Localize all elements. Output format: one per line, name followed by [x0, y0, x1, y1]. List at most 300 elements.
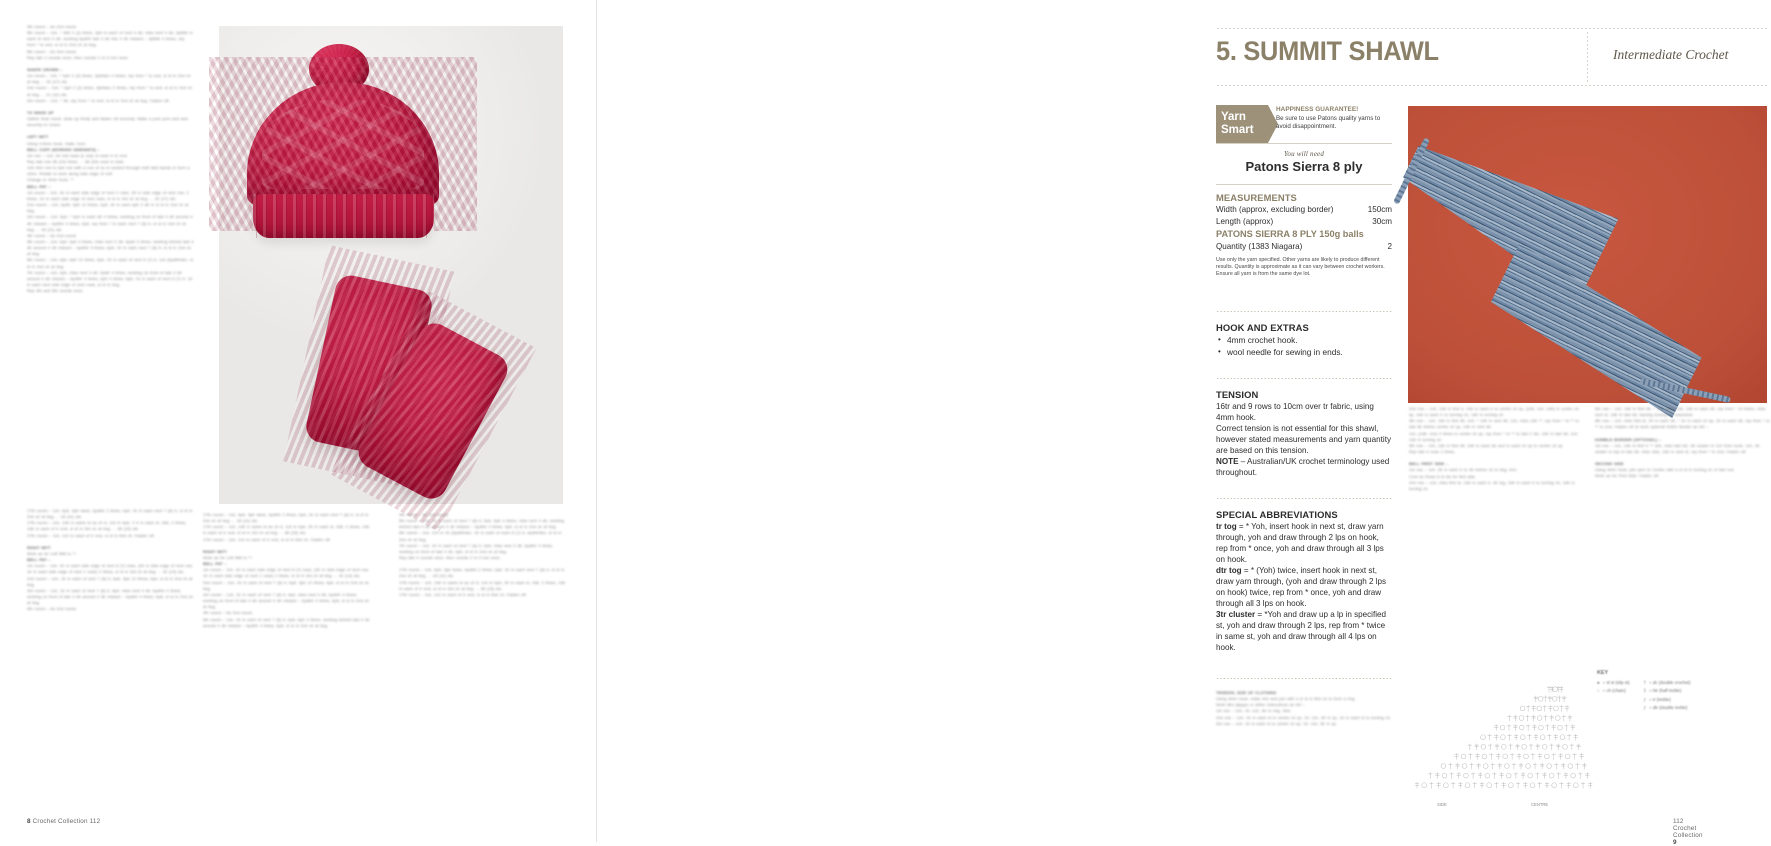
chart-key-row — [1644, 696, 1691, 704]
body-paragraph: 1st row – 1ch, 1tr, 1ch, 4tr in ring, 3sts. — [1216, 708, 1292, 714]
right-page-number: 9 — [1673, 839, 1677, 846]
chart-stitch-symbol — [1555, 716, 1560, 721]
chart-stitch-symbol — [1525, 715, 1529, 721]
chart-key-label: = dtr (double treble) — [1649, 705, 1688, 711]
chart-key-columns — [1597, 679, 1769, 713]
chart-stitch-symbol — [1515, 744, 1519, 750]
chart-stitch-symbol — [1461, 754, 1466, 759]
chart-stitch-symbol — [1523, 782, 1527, 788]
body-paragraph: 2nd row – 1ch, 1tr in each st to centre ch sp, 1tr, 1ch, 3tr in sp, 1tr in each st to turning ch. — [1216, 714, 1392, 720]
chart-stitch-symbol — [1501, 744, 1506, 749]
body-paragraph: 2nd round – 1ch, * bptr 2 (2) times, 3ptrtdec 2 times, rep from * to end, sl st in 2nd ch at beg … 21 (11) sts. — [27, 85, 193, 97]
chart-stitch-symbol — [1566, 782, 1570, 788]
chart-stitch-symbol — [1526, 705, 1530, 711]
chart-stitch-symbol — [1547, 764, 1552, 769]
stitch-chart — [1409, 668, 1599, 810]
left-column-1-lower-text — [27, 508, 194, 613]
body-paragraph: 17th round – 1ch, 1ch to each of tr end, sl st in first ch. Fasten off. — [203, 536, 331, 542]
tension-line-2: Correct tension is not essential for this shawl, however stated measurements and yarn quantity are based on this tension. — [1216, 424, 1392, 455]
chart-stitch-symbol — [1561, 763, 1565, 769]
chart-key-row — [1644, 704, 1691, 712]
chart-stitch-symbol — [1465, 783, 1470, 788]
right-column-3-text — [1595, 406, 1771, 480]
body-paragraph: RIGHT MITT — [27, 544, 51, 550]
chart-stitch-symbol — [1448, 763, 1452, 769]
chart-stitch-symbol — [1514, 772, 1518, 778]
chart-stitch-symbol — [1582, 763, 1586, 769]
chart-stitch-symbol — [1462, 764, 1467, 769]
body-paragraph: 5th round – 1ch, bptr, bptr 4 times, miss next 4 dtr, bpdtr 4 times, working behind last 4 dtr around 4 dtr missed – bpdtrtr 4 times, bptr, 1tr in each next 7 (6) tr, sl st in 2nd ch at beg. — [27, 239, 194, 257]
quantity-label: Quantity (1383 Niagara) — [1216, 242, 1303, 252]
body-paragraph: 5th round – 1ch, * 3dtr 2 (2) times, 3ptr in each of next 4 dtr, miss next 4 dtr, 3ptfdtr in each of next 4 dtr, working bpdtrtr last 4 dtr into 4 dtr missed – 3ptfdtr 4 times, rep from * to end, sl st in 2nd ch at beg. — [27, 30, 193, 48]
chart-key — [1597, 670, 1769, 780]
quantity-value: 2 — [1387, 242, 1392, 252]
measurements-rows — [1216, 204, 1392, 228]
chart-stitch-symbol — [1543, 705, 1547, 711]
body-paragraph: 1st round – 1ch, 1tr in each side edge of next 8 (7) rows, (2tr in side edge of next row, 1tr in each side edge of next 1 rows) 2 times, sl st in 3rd ch at beg … 32 (14) sts. — [27, 563, 193, 575]
tension-note-body: – Australian/UK crochet terminology used throughout. — [1216, 457, 1390, 477]
body-paragraph: 17th round – 1ch, 1dtr in same st as ch 6, 1ch in bptr, 2tr in each st, 2dtr, 2 times, 1dtr in each of tr end, sl st in 3rd ch at beg … 38 (15) sts. — [399, 579, 566, 591]
chart-stitch-symbol — [1508, 783, 1513, 788]
chart-stitch-symbol — [1435, 772, 1439, 778]
yarn-smart-text — [1276, 106, 1394, 132]
body-paragraph: Work as for Left Mitt to **. — [203, 554, 253, 560]
chart-stitch-symbol — [1483, 764, 1488, 769]
chart-stitch-symbol — [1552, 783, 1557, 788]
body-paragraph: 2nd round – 1ch, bpdtr, bptr 12 times, bptr, 1tr in each sptr 3 dtr in sl st in 2nd ch at beg. — [27, 202, 189, 214]
body-paragraph: Rep last 4 rounds once, then rounds 2 to 5 incl once. — [27, 54, 129, 60]
body-paragraph: 4th round – As 2nd round. — [27, 232, 77, 238]
beanie-crown — [247, 82, 439, 206]
measurement-value: 150cm — [1367, 205, 1392, 214]
measurements-heading: MEASUREMENTS — [1216, 192, 1297, 203]
body-paragraph: 5th round – 1ch, 1tr in each of next 7 (6) tr, bptr, bptr 4 times, miss next 4 dtr, working behind last 4 dtr around 4 dtr missed – bpdtrtr 4 times, bptr, sl st in 2nd ch at beg. — [399, 518, 565, 530]
right-column-2-text — [1409, 406, 1585, 492]
chart-stitch-symbol — [1588, 782, 1592, 788]
body-paragraph: Using 4mm hook, make 4ch and join with a sl st in first ch to form a ring. — [1216, 696, 1356, 702]
chart-key-label: = sl st (slip st) — [1602, 680, 1630, 685]
divider-above-tension — [1216, 378, 1392, 379]
chart-key-row — [1597, 679, 1630, 687]
chart-stitch-symbol — [1564, 724, 1568, 730]
body-paragraph: 4th round – As 2nd round. — [399, 512, 449, 517]
chart-key-label: = tr (treble) — [1649, 696, 1671, 702]
chart-stitch-symbol — [1507, 734, 1511, 740]
chart-stitch-symbol — [1552, 753, 1556, 759]
right-column-1-text — [1216, 690, 1392, 727]
chart-stitch-symbol — [1552, 696, 1557, 701]
body-paragraph: 17th round – 1ch, bptr, 3ptr twice, bpdtrtr 2 times, bptr, 1tr in each next 7 (6) tr, sl st in 2nd ch at beg … 18 (11) sts. — [27, 508, 193, 520]
chart-stitch-symbol — [1415, 782, 1419, 788]
chart-key-column-2 — [1644, 679, 1691, 713]
body-paragraph: 3rd row – 1ch, 1tr in each st to centre ch sp, 1tr, 1ch, 3tr in sp. — [1216, 720, 1337, 726]
chart-stitch-symbol — [1443, 783, 1448, 788]
chart-stitch-symbol — [1537, 716, 1542, 721]
chart-stitch-symbol — [1538, 753, 1542, 759]
yarn-smart-tag — [1216, 105, 1268, 143]
chart-stitch-symbol — [1428, 772, 1432, 778]
body-paragraph: 7th round – 1ch, bptr, miss next 4 dtr, bpdtr 4 times, working on front of last 4 dtr around 4 dtr missed – bpdtrtr 4 times, bptr 4 times, bptr, 1tr in each of next 6 (7) tr, 1tr in each next side edge of next rows, sl st in beg. — [27, 269, 193, 288]
body-paragraph: 1st row – 1ch, 3tr in each tr to 3tr before ch in beg, turn. — [1409, 467, 1518, 473]
chart-stitch-symbol — [1481, 735, 1486, 740]
body-paragraph: TO MAKE UP — [27, 109, 54, 115]
body-paragraph: 3rd round – 1ch, 1tr in each of next 7 (6) tr, bptr, miss next 4 dtr, bpdtrtr 4 times, working on front of last 4 dtr around 4 dtr missed – bpdtrtr 4 times, bptr, sl st in 2nd ch at beg. — [27, 587, 193, 606]
chart-stitch-symbol — [1521, 772, 1525, 778]
chart-stitch-symbol — [1516, 782, 1520, 788]
tension-heading: TENSION — [1216, 389, 1259, 400]
chart-stitch-symbol — [1579, 753, 1583, 759]
chart-stitch-symbol — [1489, 753, 1493, 759]
chart-stitch-symbol — [1550, 715, 1554, 721]
chart-stitch-symbol — [1568, 715, 1572, 721]
chart-stitch-symbol — [1585, 772, 1589, 778]
body-paragraph: 8th row – 1ch, miss first st, 1tr in each dtr, * 1tr in each ch sp, 1tr in each dtr, rep from * to ** to end, Fasten off at work optional 9rdtrtr Border as foll – — [1595, 418, 1770, 430]
body-paragraph: Rep last row 36 (14) times … 38 (20) rows in total. — [27, 158, 125, 164]
chart-stitch-symbol — [1529, 744, 1533, 750]
chart-stitch-symbol — [1471, 772, 1475, 778]
measurement-label: Length (approx) — [1216, 217, 1274, 227]
chart-stitch-symbol — [1571, 724, 1575, 730]
body-paragraph: 7th round – 1ch, 1tr in each of next 7 (6) tr, bptr, miss next 4 dtr, bpdtrtr 4 times, working on front of last 4 dtr, bptr, sl st in 2nd ch at beg. — [399, 542, 554, 554]
left-page-number: 8 — [27, 818, 31, 825]
chart-key-label: = dc (double crochet) — [1649, 680, 1691, 685]
body-paragraph: 4th round – As 2nd round. — [27, 606, 77, 612]
chart-stitch-symbol — [1502, 782, 1506, 788]
hook-and-extras-heading: HOOK AND EXTRAS — [1216, 322, 1309, 333]
chart-key-symbol: ƒ — [1643, 696, 1647, 702]
measurement-row — [1216, 216, 1392, 228]
chart-stitch-symbol — [1575, 763, 1579, 769]
chart-stitch-symbol — [1524, 754, 1529, 759]
divider-above-abbreviations — [1216, 498, 1392, 499]
chart-stitch-symbol — [1422, 783, 1427, 788]
title-bottom-dotted-rule — [1216, 85, 1768, 86]
chart-stitch-symbol — [1544, 715, 1548, 721]
chart-stitch-symbol — [1473, 782, 1477, 788]
shawl-illustration — [1426, 120, 1756, 394]
abbreviation-definition: = * (Yoh) twice, insert hook in next st, draw yarn through, (yoh and draw through 2 lps on hook) twice, rep from * once, yoh and draw through all 3 lps on hook. — [1216, 566, 1387, 608]
chart-stitch-symbol — [1558, 725, 1563, 730]
body-paragraph: 2nd round – 1ch, 1tr in each of next 7 (6) tr, bptr, 3ptr 12 times, bptr, sl st in 2nd ch at beg. — [27, 575, 193, 587]
chart-stitch-symbol — [1559, 705, 1563, 711]
chart-stitch-symbol — [1492, 772, 1496, 778]
body-paragraph: BELL CUFF (WORKED SIDEWAYS) – — [27, 146, 100, 152]
yarn-smart-body: Be sure to use Patons quality yarns to avoid disappointment. — [1276, 114, 1381, 131]
chart-stitch-symbol — [1542, 772, 1546, 778]
body-paragraph: Work as for First Side. Fasten off. — [1595, 473, 1660, 479]
body-paragraph: TENSION, SIZE OF CLOTHING — [1216, 690, 1277, 695]
abbreviation-definition: = * Yoh, insert hook in next st, draw yarn through, yoh and draw through 2 lps on hook, rep from * once, yoh and draw through all 3 lps on hook. — [1216, 522, 1384, 564]
you-will-need-label: You will need — [1283, 150, 1325, 158]
body-paragraph: 17th round – 1ch, 1ch to each of tr end, sl st in first ch. Fasten off. — [399, 591, 527, 597]
body-paragraph: Work 6trs (8ppps or either instructions as foll – — [1216, 702, 1305, 708]
quantity-row — [1216, 241, 1392, 253]
chart-label-side: SIDE — [1437, 802, 1447, 807]
yarn-smart-tag-line2: Smart — [1221, 123, 1254, 136]
chart-stitch-symbol — [1519, 716, 1524, 721]
chart-stitch-symbol — [1526, 724, 1530, 730]
chart-stitch-symbol — [1500, 725, 1505, 730]
chart-stitch-symbol — [1455, 763, 1459, 769]
body-paragraph: 6th round – As 2nd round. — [27, 48, 77, 54]
chart-stitch-symbol — [1512, 763, 1516, 769]
body-paragraph: 3rd round – 1ch, bptr, * bptr in each dtr 4 times, working on front of last 4 dtr around 4 dtr missed – bpdtrtr 4 times, bptr, rep from * to each next 7 (6) tr, sl st in 2nd ch at beg … 16 (11) sts. — [27, 214, 193, 232]
chart-stitch-symbol — [1572, 753, 1576, 759]
left-column-2-text — [203, 512, 370, 629]
chart-stitch-symbol — [1537, 706, 1542, 711]
chart-key-column-1 — [1597, 679, 1630, 713]
chart-stitch-symbol — [1464, 773, 1469, 778]
body-paragraph: Work as for Left Mitt to **. — [27, 550, 77, 556]
body-paragraph: 6th round – 1ch, 1ch in 1tr (bpdtrtrdec, 1tr in each of each 8 (7) tr, bpdtrtrdec, sl st in 2nd ch at beg. — [399, 530, 562, 542]
chart-stitch-symbol — [1532, 724, 1536, 730]
measurements-block — [1216, 192, 1392, 278]
chart-stitch-symbol — [1573, 783, 1578, 788]
chart-stitch-symbol — [1532, 705, 1536, 711]
body-paragraph: BELL FIRST SIDE – — [1409, 461, 1449, 467]
left-page-footer — [27, 818, 100, 825]
chart-stitch-symbol — [1562, 715, 1566, 721]
body-paragraph: 4th row – 1ch, 1dtr in first dtr, 1ch, * 1dtr in next dtr, 1ch, miss 1dtr **, rep from * to ** to last dtr before centre ch sp, 1dtr in next dtr. — [1409, 418, 1579, 430]
chart-stitch-symbol — [1562, 696, 1566, 702]
chart-stitch-symbol — [1564, 772, 1568, 778]
abbreviation-term: tr tog — [1216, 522, 1237, 531]
chart-stitch-symbol — [1441, 764, 1446, 769]
chart-stitch-symbol — [1494, 782, 1498, 788]
chart-stitch-symbol — [1487, 783, 1492, 788]
chart-stitch-symbol — [1554, 706, 1559, 711]
body-paragraph: SHAPE CROWN – — [27, 66, 63, 72]
chart-stitch-symbol — [1557, 696, 1561, 702]
right-page-footer — [1673, 818, 1703, 846]
chart-stitch-symbol — [1554, 734, 1558, 740]
left-column-1-text — [27, 24, 194, 294]
body-paragraph: 17th round – 1ch, bptr, 3ptr twice, bpdtrtr 2 times, bptr, 1tr in each next 7 (6) tr, sl st in 2nd ch at beg … 18 (11) sts. — [399, 567, 565, 579]
body-paragraph: Rep 4th and 5th rounds once. — [27, 288, 84, 294]
chart-stitch-symbol — [1571, 773, 1576, 778]
yarn-smart-rule — [1216, 143, 1392, 144]
chart-stitch-symbol — [1475, 744, 1479, 750]
chart-stitch-symbol — [1482, 754, 1487, 759]
yarn-smart-box — [1216, 105, 1392, 143]
abbreviation-term: 3tr cluster — [1216, 610, 1256, 619]
chart-stitch-symbol — [1528, 773, 1533, 778]
body-paragraph: 3rd round – 1ch, * dtr, rep from * to end, sl st in 2nd ch at beg. Fasten off. — [27, 97, 170, 103]
right-page — [597, 0, 1770, 846]
chart-stitch-symbol — [1542, 744, 1547, 749]
chart-stitch-symbol — [1530, 783, 1535, 788]
chart-stitch-symbol — [1522, 744, 1527, 749]
right-footer-title: 112 Crochet Collection — [1673, 818, 1703, 839]
body-paragraph: 6th row – 1ch, 1dtr in first dtr, * 1ch, miss 1dtr, 1dtr in each dtr, rep from * 10 times, miss next st, 1dtr in last dtr, leaving turning ch unworked. — [1595, 406, 1766, 418]
chart-stitch-symbol — [1563, 744, 1568, 749]
body-paragraph: Change to 4mm hook. ** — [27, 177, 74, 183]
abbreviation-definition: = *Yoh and draw up a lp in specified st, yoh and draw through 2 lps, rep from * twice in same st, yoh and draw through all 4 lps on hook. — [1216, 610, 1387, 652]
body-paragraph: 1st round – 1ch, * bptr 2 (2) times, 3ptrtdec 4 times, rep from * to end, sl st in 2nd ch at beg … 32 (17) sts. — [27, 73, 191, 85]
chart-stitch-symbol — [1475, 753, 1479, 759]
chart-stitch-symbol — [1509, 744, 1513, 750]
chart-stitch-symbol — [1560, 735, 1565, 740]
chart-stitch-symbol — [1538, 782, 1542, 788]
body-paragraph: 1st round – 1ch, 1tr in each side edge of next 8 (7) rows, (2tr in side edge of next row, 1tr in each side edge of next 1 rows) 2 times, sl st in 3rd ch at beg … 32 (14) sts. — [203, 567, 369, 579]
body-paragraph: SECOND SIDE — [1595, 461, 1624, 467]
abbreviation-entry — [1216, 565, 1392, 609]
chart-stitch-symbol — [1531, 753, 1535, 759]
body-paragraph: 4th round – As 2nd round. — [203, 610, 253, 616]
chart-stitch-symbol — [1450, 772, 1454, 778]
stitch-chart-svg — [1409, 668, 1599, 810]
chart-stitch-symbol — [1533, 763, 1537, 769]
body-paragraph: Using 4.5mm hook, make 11ch. — [27, 140, 87, 146]
chart-stitch-symbol — [1455, 753, 1459, 759]
chart-stitch-symbol — [1534, 734, 1538, 740]
chart-key-symbol: ƒ — [1643, 705, 1647, 711]
chart-stitch-symbol — [1470, 763, 1474, 769]
body-paragraph: 17th round – 1ch, bptr, 3ptr twice, bpdtrtr 2 times, bptr, 1tr in each next 7 (6) tr, sl st in 2nd ch at beg … 18 (11) sts. — [203, 512, 369, 524]
chart-stitch-symbol — [1534, 696, 1538, 702]
chart-stitch-symbol — [1477, 763, 1481, 769]
body-paragraph: 5th row – 1ch, 1dtr in first dtr, 1dtr in each dtr and in each ch sp to centre ch sp. — [1409, 442, 1564, 448]
beanie-illustration — [247, 44, 439, 254]
abbreviation-entry — [1216, 521, 1392, 565]
body-paragraph: 17th round – 1ch, 1ch to each of tr end, sl st in first ch. Fasten off. — [27, 532, 155, 538]
body-paragraph: 1st row – 1ch, 1dtr in first tr ** 3ch, miss last sts, 3tr cluster in 1ch from hook, 1ch, 3tr cluster in top of last dtr, miss 2sts, 1dtr in next st, rep from * to end, Fasten off. — [1595, 442, 1760, 454]
chart-stitch-symbol — [1488, 744, 1492, 750]
hook-and-extras-list — [1216, 334, 1392, 359]
left-column-3-text — [399, 512, 566, 598]
chart-stitch-symbol — [1451, 782, 1455, 788]
special-abbreviations-block — [1216, 509, 1392, 653]
chart-label-centre: CENTRE — [1531, 802, 1549, 807]
measurements-subheading: PATONS SIERRA 8 PLY 150g balls — [1216, 229, 1364, 240]
chart-stitch-symbol — [1495, 744, 1499, 750]
chart-stitch-symbol — [1506, 773, 1511, 778]
chart-stitch-symbol — [1513, 724, 1517, 730]
chart-stitch-symbol — [1565, 754, 1570, 759]
body-paragraph: BELL PAT – — [203, 561, 227, 567]
body-paragraph: 2nd round – 1ch, 1tr in each of next 7 (6) tr, bptr, 3ptr 12 times, bptr, sl st in 2nd ch at beg. — [203, 579, 369, 591]
chart-stitch-symbol — [1536, 744, 1540, 750]
chart-stitch-symbol — [1458, 782, 1462, 788]
hook-extras-item: • wool needle for sewing in ends. — [1216, 346, 1392, 358]
chart-stitch-symbol — [1514, 734, 1518, 740]
chart-stitch-symbol — [1557, 772, 1561, 778]
chart-key-row — [1644, 679, 1691, 687]
measurement-value: 30cm — [1372, 217, 1392, 227]
chart-stitch-symbol — [1552, 724, 1556, 730]
beanie-brim — [253, 194, 434, 238]
chart-stitch-symbol — [1513, 715, 1517, 721]
shawl-photo — [1408, 106, 1767, 403]
you-will-need-block — [1216, 150, 1392, 174]
chart-stitch-symbol — [1526, 764, 1531, 769]
chart-stitch-symbol — [1540, 763, 1544, 769]
left-page — [0, 0, 596, 842]
beanie-and-mitts-photo — [219, 26, 563, 504]
body-paragraph: 1ch, (1dtr, 1ch) 4 times in centre ch sp, rep from * to ** to last 2 sts, 1dtr in last dtr, 1ch, 1dtr in turning ch. — [1409, 430, 1579, 442]
tension-note — [1216, 456, 1392, 478]
chart-stitch-symbol — [1507, 724, 1511, 730]
chart-stitch-symbol — [1485, 773, 1490, 778]
chart-stitch-symbol — [1494, 724, 1498, 730]
chart-stitch-symbol — [1544, 754, 1549, 759]
chart-stitch-symbol — [1480, 782, 1484, 788]
chart-stitch-symbol — [1559, 782, 1563, 788]
chart-key-row — [1644, 687, 1691, 695]
tension-line-1: 16tr and 9 rows to 10cm over tr fabric, using 4mm hook. — [1216, 402, 1374, 422]
yarn-name: Patons Sierra 8 ply — [1245, 159, 1363, 174]
body-paragraph: 2nd row – 1ch, miss first st, 1dtr in each tr, dtr tog, 1dtr in each tr to turning ch, 1dtr in turning ch. — [1409, 479, 1575, 491]
body-paragraph: LEFT MITT — [27, 134, 49, 140]
body-paragraph: 3rd round – 1ch, 1tr in each of next 7 (6) tr, bptr, miss next 4 dtr, bpdtrtr 4 times, working on front of last 4 dtr around 4 dtr missed – bpdtrtr 4 times, bptr, sl st in 2nd ch at beg. — [203, 591, 369, 610]
chart-stitch-symbol — [1503, 754, 1508, 759]
chart-stitch-symbol — [1481, 744, 1486, 749]
chart-stitch-symbol — [1520, 735, 1525, 740]
chart-stitch-symbol — [1500, 735, 1505, 740]
body-paragraph: 17th round – 1ch, 1dtr in same st as ch 6, 1ch in bptr, 2 tr in each st, 2dtr, 2 times, 1dtr in each of tr end, sl st in 3rd ch at beg … 38 (15) sts. — [27, 520, 187, 532]
chart-stitch-symbol — [1559, 753, 1563, 759]
chart-stitch-symbol — [1548, 705, 1552, 711]
chart-stitch-symbol — [1548, 696, 1552, 702]
body-paragraph: BELL PAT – — [27, 557, 51, 563]
chart-stitch-symbol — [1570, 744, 1574, 750]
body-paragraph: Using 4mm hook, join yarn to Centre with a sl st in turning ch of last row. — [1595, 467, 1735, 473]
chart-stitch-symbol — [1519, 725, 1524, 730]
chart-stitch-symbol — [1507, 715, 1511, 721]
body-paragraph: 6th round – 1ch, bptr, bptr 12 times, bptr, 1tr in each of next 6 (7) tr, 1ch (bpdtrtrdec, sl st in 2nd ch at beg. — [27, 257, 194, 269]
chart-stitch-symbol — [1535, 772, 1539, 778]
body-paragraph: 2nd row – 1ch, 1dtr in first tr, 1dtr in each tr to centre ch sp, (1dtr, 1ch, 1dtr) in centre ch sp, 1dtr in each tr to turning ch, 1dtr in turning ch. — [1409, 406, 1579, 418]
abbreviation-term: dtr tog — [1216, 566, 1242, 575]
hook-extras-item: • 4mm crochet hook. — [1216, 334, 1392, 346]
body-paragraph: Gather final round, draw up firmly and fasten off securely. Make a pom pom and sew securely to crown. — [27, 116, 188, 128]
chart-stitch-symbol — [1567, 734, 1571, 740]
chart-stitch-symbol — [1538, 725, 1543, 730]
chart-key-symbol: ‡ — [1643, 688, 1647, 694]
body-paragraph: HUMBLE BORDER (OPTIONAL) – — [1595, 436, 1662, 442]
chart-stitch-symbol — [1496, 753, 1500, 759]
chart-stitch-symbol — [1549, 773, 1554, 778]
chart-stitch-symbol — [1545, 724, 1549, 730]
left-footer-title: Crochet Collection 112 — [32, 818, 101, 825]
title-top-dotted-rule — [1216, 28, 1768, 29]
chart-stitch-symbol — [1538, 696, 1543, 701]
divider-below-abbreviations — [1216, 678, 1392, 679]
chart-stitch-symbol — [1468, 744, 1472, 750]
chart-stitch-symbol — [1578, 772, 1582, 778]
chart-stitch-symbol — [1577, 744, 1581, 750]
chart-stitch-symbol — [1498, 763, 1502, 769]
chart-key-symbol: † — [1643, 680, 1647, 685]
chart-stitch-symbol — [1494, 734, 1498, 740]
body-paragraph: 17th round – 1ch, 1dtr in same st as ch 6, 1ch in bptr, 2tr in each st, 2dtr, 2 times, 1dtr in each of tr end, sl st in 3rd ch at beg … 38 (15) sts. — [203, 524, 370, 536]
abbreviation-entry — [1216, 609, 1392, 653]
chart-stitch-symbol — [1437, 782, 1441, 788]
chart-stitch-symbol — [1556, 744, 1560, 750]
chart-stitch-symbol — [1468, 753, 1472, 759]
special-abbreviations-entries — [1216, 521, 1392, 653]
body-paragraph: Join first row to last row with a row of ss st worked through both Bell bands in form a cirlce. Rotate to work along side edge of cuff. — [27, 165, 190, 177]
you-will-need-rule — [1216, 184, 1392, 185]
chart-key-symbol: ● — [1597, 680, 1600, 685]
title-vertical-dotted-rule — [1587, 31, 1588, 83]
chart-stitch-symbol — [1568, 764, 1573, 769]
chart-stitch-symbol — [1545, 782, 1549, 788]
chart-stitch-symbol — [1543, 696, 1547, 702]
chart-stitch-symbol — [1549, 744, 1553, 750]
chart-key-label: = ch (chain) — [1602, 688, 1626, 694]
divider-above-hook — [1216, 311, 1392, 312]
